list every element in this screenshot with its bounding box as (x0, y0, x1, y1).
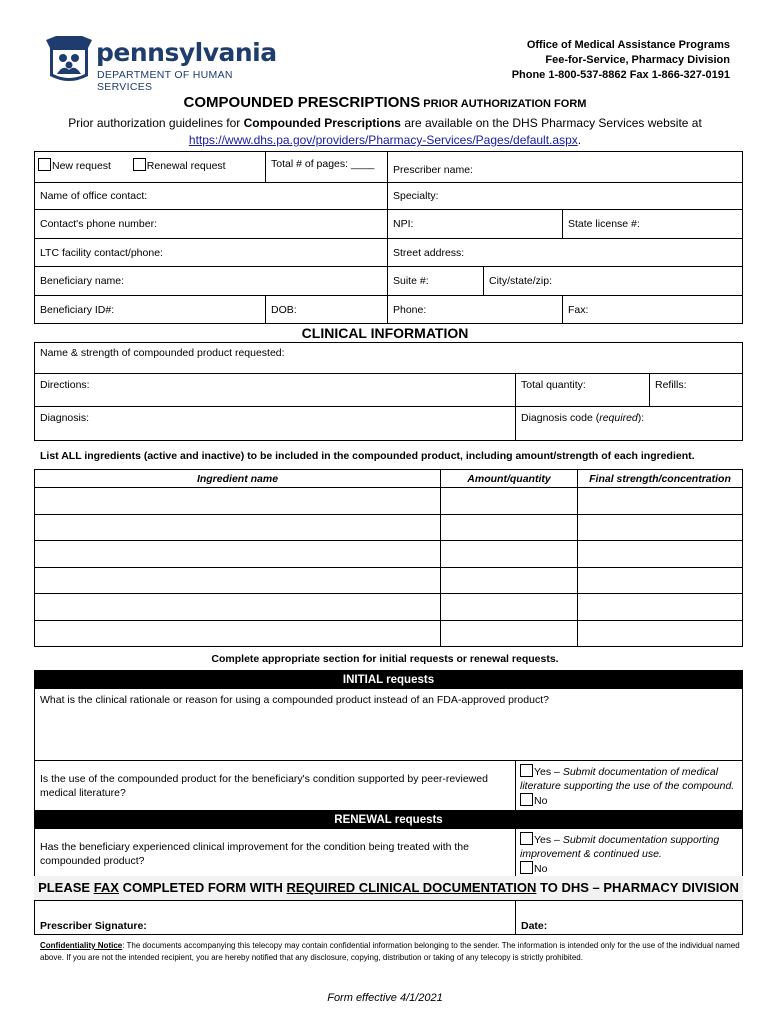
peer-reviewed-answer (516, 761, 743, 811)
product-name-field[interactable] (35, 343, 743, 374)
beneficiary-name-field[interactable] (35, 267, 388, 296)
clinical-info-table (34, 342, 743, 441)
refills-label: Refills: (655, 379, 687, 391)
state-license-label: State license #: (568, 218, 640, 230)
intro-bold: Compounded Prescriptions (243, 116, 401, 130)
street-address-field[interactable] (388, 239, 743, 267)
total-quantity-label: Total quantity: (521, 379, 586, 391)
prescriber-name-field[interactable] (388, 152, 743, 183)
office-line: Office of Medical Assistance Programs (526, 39, 730, 51)
final-strength-cell[interactable] (578, 567, 743, 594)
fax-text: COMPLETED FORM WITH (118, 880, 287, 895)
intro-text-after: are available on the DHS Pharmacy Services website at (400, 116, 702, 130)
suite-field[interactable] (388, 267, 484, 296)
ingredient-name-header: Ingredient name (35, 470, 441, 488)
requests-table (34, 670, 743, 879)
ingredient-name-cell[interactable] (35, 514, 441, 541)
form-title-sub: PRIOR AUTHORIZATION FORM (420, 98, 587, 110)
ingredient-row (35, 541, 743, 568)
office-line: Fee-for-Service, Pharmacy Division (545, 54, 730, 66)
fax-instruction (34, 876, 743, 900)
ingredient-row (35, 594, 743, 621)
signature-table (34, 900, 743, 935)
yes-label: Yes – (534, 765, 563, 778)
final-strength-cell[interactable] (578, 541, 743, 568)
final-strength-cell[interactable] (578, 488, 743, 515)
initial-requests-header: INITIAL requests (35, 671, 743, 689)
ingredient-row (35, 514, 743, 541)
ingredient-name-cell[interactable] (35, 594, 441, 621)
form-title (0, 94, 770, 111)
peer-reviewed-question (35, 761, 516, 811)
prescriber-signature-field[interactable] (35, 901, 516, 935)
ltc-contact-label: LTC facility contact/phone: (40, 246, 163, 259)
ingredient-name-cell[interactable] (35, 620, 441, 647)
clinical-rationale-field[interactable] (35, 689, 743, 761)
phone-label: Phone: (393, 303, 427, 316)
diagnosis-field[interactable] (35, 407, 516, 441)
link-suffix: . (577, 133, 582, 147)
contact-phone-field[interactable] (35, 210, 388, 239)
form-effective-date: Form effective 4/1/2021 (327, 992, 443, 1004)
prescriber-name-label: Prescriber name: (393, 164, 473, 176)
clinical-improvement-answer (516, 829, 743, 879)
office-contact-label: Name of office contact: (40, 190, 148, 202)
peer-reviewed-no-checkbox[interactable] (520, 793, 533, 806)
logo-name: pennsylvania (96, 38, 277, 67)
contact-phone-label: Contact's phone number: (40, 218, 157, 230)
no-label: No (534, 862, 548, 875)
total-quantity-field[interactable] (516, 374, 650, 407)
specialty-label: Specialty: (393, 190, 439, 202)
peer-reviewed-question-line: Is the use of the compounded product for the beneficiary's condition supported by peer-reviewed (40, 772, 488, 785)
ingredient-name-cell[interactable] (35, 488, 441, 515)
final-strength-cell[interactable] (578, 620, 743, 647)
final-strength-cell[interactable] (578, 594, 743, 621)
date-label: Date: (521, 920, 548, 932)
new-request-label: New request (52, 160, 111, 172)
clinical-improvement-question-line: compounded product? (40, 854, 145, 867)
phone-field[interactable] (388, 296, 563, 324)
fax-text: FAX (93, 880, 119, 895)
ingredient-name-cell[interactable] (35, 541, 441, 568)
ingredient-row (35, 567, 743, 594)
final-strength-cell[interactable] (578, 514, 743, 541)
intro-text (0, 115, 770, 149)
request-type-cell (35, 152, 266, 183)
clinical-improvement-question (35, 829, 516, 879)
prescriber-signature-label: Prescriber Signature: (40, 920, 147, 932)
ingredient-row (35, 620, 743, 647)
amount-quantity-header: Amount/quantity (441, 470, 578, 488)
no-label: No (534, 794, 548, 807)
diagnosis-code-field[interactable] (516, 407, 743, 441)
dob-label: DOB: (271, 303, 297, 316)
guidelines-link[interactable]: https://www.dhs.pa.gov/providers/Pharmacy-Services/Pages/default.aspx (188, 133, 578, 147)
improvement-no-checkbox[interactable] (520, 861, 533, 874)
amount-quantity-cell[interactable] (441, 567, 578, 594)
ingredients-instruction: List ALL ingredients (active and inactive) to be included in the compounded product, including amount/strength of each ingredient. (40, 450, 695, 462)
diagnosis-code-required: required (599, 412, 638, 424)
fax-field[interactable] (563, 296, 743, 324)
state-license-field[interactable] (563, 210, 743, 239)
total-pages-field[interactable] (266, 152, 388, 183)
fax-label: Fax: (568, 303, 589, 316)
ingredients-table (34, 469, 743, 647)
renewal-request-checkbox[interactable] (133, 158, 146, 171)
peer-reviewed-yes-checkbox[interactable] (520, 764, 533, 777)
clinical-info-heading: CLINICAL INFORMATION (301, 325, 469, 341)
total-pages-label: Total # of pages: ____ (271, 158, 375, 170)
confidentiality-text: : The documents accompanying this telecopy may contain confidential information belonging to the sender. The information is intended only for the use of the individual named above. If you are not the intended recipient, you are hereby notified that any disclosure, copying, distribution or taking of any telecopy is strictly prohibited. (40, 941, 740, 962)
intro-text-before: Prior authorization guidelines for (68, 116, 244, 130)
office-line: Phone 1-800-537-8862 Fax 1-866-327-0191 (511, 69, 730, 81)
diagnosis-code-suffix: ): (637, 412, 645, 424)
improvement-yes-checkbox[interactable] (520, 832, 533, 845)
clinical-rationale-label: What is the clinical rationale or reason for using a compounded product instead of an FDA-approved product? (40, 694, 549, 706)
diagnosis-code-label: Diagnosis code ( (521, 412, 600, 424)
dob-field[interactable] (266, 296, 388, 324)
renewal-requests-header: RENEWAL requests (35, 811, 743, 829)
refills-field[interactable] (650, 374, 743, 407)
renewal-request-label: Renewal request (146, 160, 226, 172)
suite-label: Suite #: (393, 275, 429, 287)
new-request-checkbox[interactable] (38, 158, 51, 171)
amount-quantity-cell[interactable] (441, 488, 578, 515)
specialty-field[interactable] (388, 183, 743, 210)
amount-quantity-cell[interactable] (441, 594, 578, 621)
yes-instruction: literature supporting the use of the compound. (520, 779, 735, 792)
confidentiality-label: Confidentiality Notice (40, 941, 123, 950)
fax-text: REQUIRED CLINICAL DOCUMENTATION (286, 880, 537, 895)
amount-quantity-cell[interactable] (441, 541, 578, 568)
final-strength-header: Final strength/concentration (578, 470, 743, 488)
npi-field[interactable] (388, 210, 563, 239)
fax-text: PLEASE (38, 880, 94, 895)
confidentiality-notice (40, 940, 740, 964)
ingredient-row (35, 488, 743, 515)
date-field[interactable] (516, 901, 743, 935)
ltc-contact-field[interactable] (35, 239, 388, 267)
office-info (512, 38, 730, 83)
form-title-main: COMPOUNDED PRESCRIPTIONS (183, 94, 421, 111)
npi-label: NPI: (393, 218, 414, 230)
office-contact-field[interactable] (35, 183, 388, 210)
beneficiary-name-label: Beneficiary name: (40, 275, 125, 287)
prescriber-beneficiary-table (34, 151, 743, 324)
section-note: Complete appropriate section for initial requests or renewal requests. (211, 653, 559, 665)
beneficiary-id-field[interactable] (35, 296, 266, 324)
city-state-zip-label: City/state/zip: (489, 275, 553, 287)
keystone-logo-icon (44, 36, 94, 86)
fax-text: TO DHS – PHARMACY DIVISION (536, 880, 739, 895)
peer-reviewed-question-line: medical literature? (40, 786, 126, 799)
beneficiary-id-label: Beneficiary ID#: (40, 303, 115, 316)
dhs-logo (44, 36, 284, 93)
directions-field[interactable] (35, 374, 516, 407)
directions-label: Directions: (40, 379, 90, 391)
ingredient-name-cell[interactable] (35, 567, 441, 594)
amount-quantity-cell[interactable] (441, 620, 578, 647)
amount-quantity-cell[interactable] (441, 514, 578, 541)
logo-department: DEPARTMENT OF HUMAN SERVICES (97, 69, 233, 93)
yes-instruction: Submit documentation supporting (562, 833, 720, 846)
city-state-zip-field[interactable] (484, 267, 743, 296)
street-address-label: Street address: (393, 246, 465, 259)
yes-instruction: improvement & continued use. (520, 847, 662, 860)
yes-instruction: Submit documentation of medical (562, 765, 719, 778)
yes-label: Yes – (534, 833, 563, 846)
clinical-improvement-question-line: Has the beneficiary experienced clinical improvement for the condition being treated with the (40, 840, 469, 853)
product-name-label: Name & strength of compounded product requested: (40, 347, 285, 359)
diagnosis-label: Diagnosis: (40, 412, 90, 424)
